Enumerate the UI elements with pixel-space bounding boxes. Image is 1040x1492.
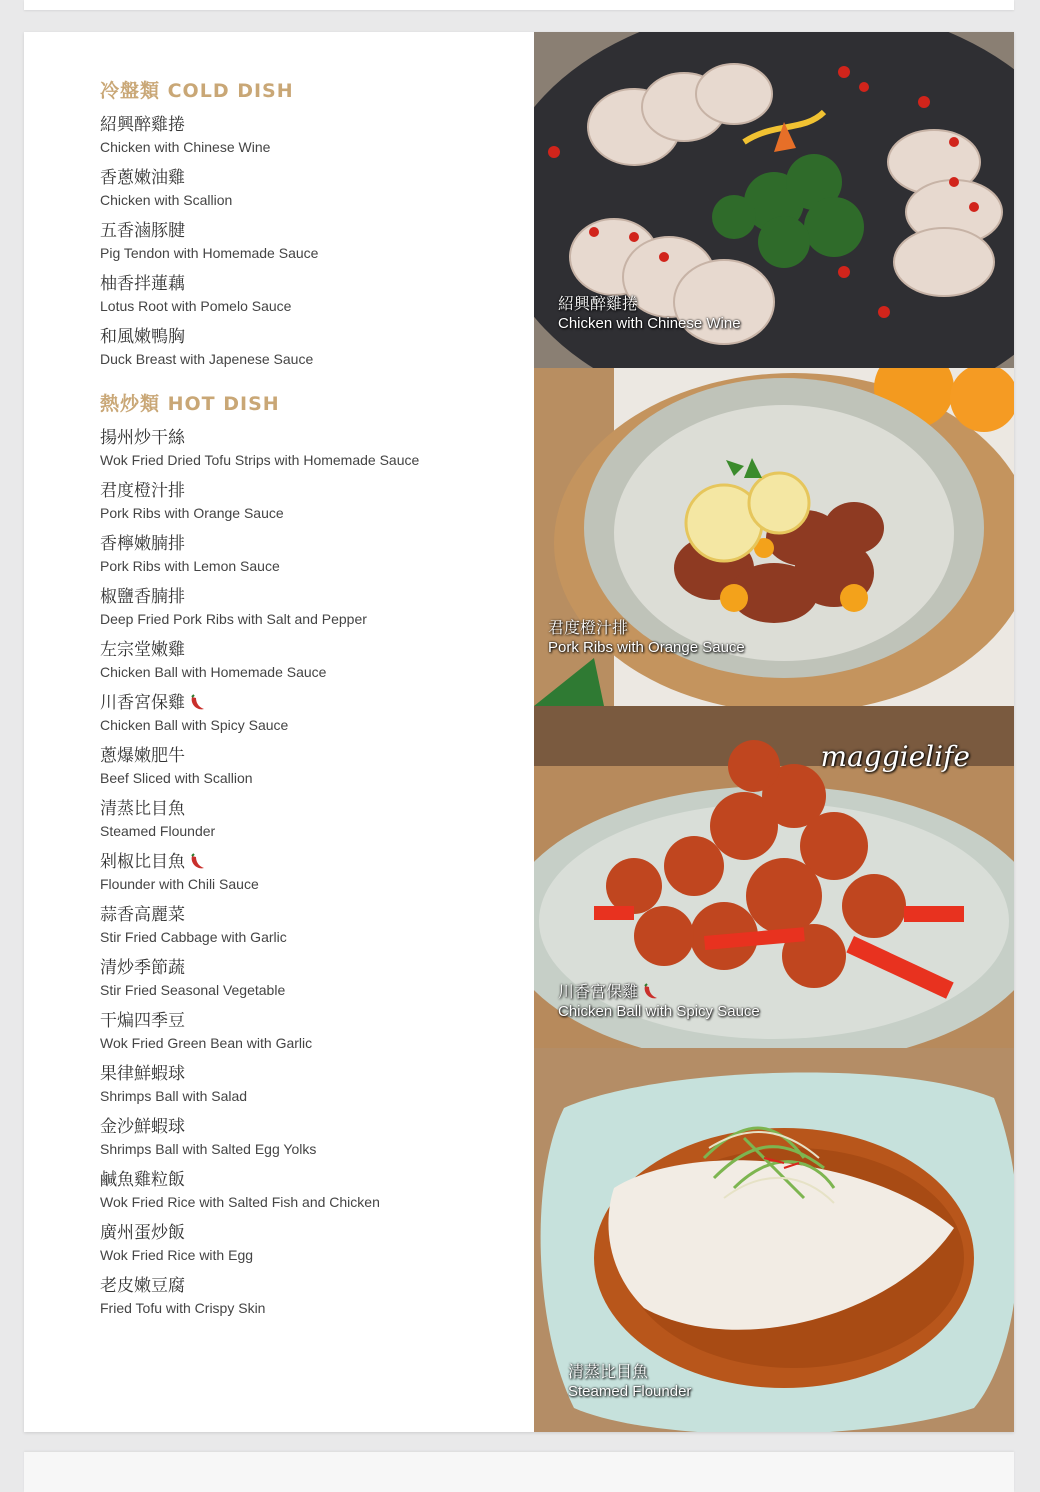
dish-name-chinese	[100, 1221, 530, 1245]
menu-item	[100, 1168, 530, 1212]
photo-drunken-chicken	[534, 32, 1014, 368]
menu-item	[100, 325, 530, 369]
dish-name-chinese-text: 清蒸比目魚	[100, 799, 185, 819]
dish-name-chinese	[100, 1009, 530, 1033]
photo-column	[534, 32, 1014, 1432]
menu-item	[100, 1115, 530, 1159]
dish-name-chinese-text: 君度橙汁排	[100, 481, 185, 501]
chili-pepper-icon	[188, 853, 206, 871]
caption-english: Steamed Flounder	[568, 1383, 692, 1400]
dish-name-english: Pig Tendon with Homemade Sauce	[100, 245, 319, 261]
dish-name-english: Shrimps Ball with Salted Egg Yolks	[100, 1141, 317, 1157]
dish-name-chinese-text: 川香宮保雞	[100, 693, 185, 713]
dish-name-english: Chicken Ball with Spicy Sauce	[100, 717, 289, 733]
dish-name-chinese	[100, 219, 530, 243]
menu-item	[100, 479, 530, 523]
dish-name-english: Beef Sliced with Scallion	[100, 770, 253, 786]
dish-name-english: Chicken Ball with Homemade Sauce	[100, 664, 327, 680]
dish-name-chinese-text: 干煸四季豆	[100, 1011, 185, 1031]
dish-name-chinese	[100, 532, 530, 556]
menu-item	[100, 585, 530, 629]
dish-name-chinese-text: 椒鹽香腩排	[100, 587, 185, 607]
menu-item	[100, 1221, 530, 1265]
dish-name-chinese-text: 蒜香高麗菜	[100, 905, 185, 925]
dish-name-chinese	[100, 691, 530, 715]
dish-name-english: Pork Ribs with Orange Sauce	[100, 505, 284, 521]
photo-kung-pao-chicken	[534, 706, 1014, 1048]
menu-item	[100, 638, 530, 682]
caption-chinese	[558, 982, 760, 1002]
dish-name-english: Fried Tofu with Crispy Skin	[100, 1300, 266, 1316]
section-title-cold: 冷盤類 COLD DISH	[100, 80, 294, 102]
caption-chinese: 君度橙汁排	[548, 618, 629, 637]
dish-name-english: Deep Fried Pork Ribs with Salt and Pepper	[100, 611, 367, 627]
menu-item	[100, 532, 530, 576]
chili-pepper-icon	[188, 694, 206, 712]
dish-name-english: Lotus Root with Pomelo Sauce	[100, 298, 292, 314]
dish-name-chinese	[100, 956, 530, 980]
dish-name-english: Shrimps Ball with Salad	[100, 1088, 248, 1104]
dish-name-chinese	[100, 903, 530, 927]
menu-item	[100, 1274, 530, 1318]
dish-name-chinese	[100, 1115, 530, 1139]
caption-english: Chicken with Chinese Wine	[558, 315, 741, 332]
chili-pepper-icon	[641, 983, 659, 1001]
dish-name-chinese-text: 左宗堂嫩雞	[100, 640, 185, 660]
dish-name-chinese	[100, 1168, 530, 1192]
menu-item	[100, 850, 530, 894]
caption-chinese: 紹興醉雞捲	[558, 294, 639, 313]
menu-item	[100, 903, 530, 947]
photo-steamed-flounder	[534, 1048, 1014, 1432]
menu-item	[100, 219, 530, 263]
dish-name-english: Steamed Flounder	[100, 823, 216, 839]
dish-name-chinese-text: 柚香拌蓮藕	[100, 274, 185, 294]
dish-name-chinese	[100, 272, 530, 296]
photo-orange-pork-ribs	[534, 368, 1014, 706]
dish-name-chinese-text: 和風嫩鴨胸	[100, 327, 185, 347]
caption-english: Chicken Ball with Spicy Sauce	[558, 1003, 760, 1020]
menu-page	[24, 32, 1014, 1432]
menu-item	[100, 1009, 530, 1053]
dish-name-chinese-text: 剁椒比目魚	[100, 852, 185, 872]
dish-name-chinese-text: 揚州炒干絲	[100, 428, 185, 448]
dish-name-chinese	[100, 638, 530, 662]
menu-item	[100, 113, 530, 157]
dish-name-chinese-text: 廣州蛋炒飯	[100, 1223, 185, 1243]
dish-name-chinese-text: 鹹魚雞粒飯	[100, 1170, 185, 1190]
dish-name-english: Wok Fried Rice with Egg	[100, 1247, 254, 1263]
dish-name-english: Chicken with Chinese Wine	[100, 139, 271, 155]
dish-name-chinese-text: 五香滷豚腱	[100, 221, 185, 241]
dish-name-chinese	[100, 1274, 530, 1298]
dish-name-chinese	[100, 744, 530, 768]
menu-item	[100, 744, 530, 788]
caption-chinese-text: 川香宮保雞	[558, 982, 639, 1001]
dish-name-chinese-text: 老皮嫩豆腐	[100, 1276, 185, 1296]
menu-item	[100, 797, 530, 841]
dish-name-chinese-text: 果律鮮蝦球	[100, 1064, 185, 1084]
menu-item	[100, 956, 530, 1000]
dish-name-english: Chicken with Scallion	[100, 192, 233, 208]
dish-name-english: Pork Ribs with Lemon Sauce	[100, 558, 280, 574]
menu-item	[100, 166, 530, 210]
dish-name-english: Stir Fried Seasonal Vegetable	[100, 982, 286, 998]
section-title-hot: 熱炒類 HOT DISH	[100, 393, 280, 415]
dish-name-chinese	[100, 426, 530, 450]
dish-name-chinese-text: 清炒季節蔬	[100, 958, 185, 978]
dish-name-chinese-text: 金沙鮮蝦球	[100, 1117, 185, 1137]
dish-name-english: Stir Fried Cabbage with Garlic	[100, 929, 287, 945]
menu-item	[100, 1062, 530, 1106]
previous-page-edge	[24, 0, 1014, 10]
hot-dish-list	[100, 426, 530, 1318]
dish-name-chinese-text: 紹興醉雞捲	[100, 115, 185, 135]
photo-caption	[558, 294, 741, 334]
photo-caption	[558, 982, 760, 1022]
menu-item	[100, 426, 530, 470]
dish-name-chinese-text: 香檸嫩腩排	[100, 534, 185, 554]
dish-name-chinese	[100, 1062, 530, 1086]
menu-item	[100, 691, 530, 735]
photo-caption	[548, 618, 745, 658]
dish-name-chinese-text: 香蔥嫩油雞	[100, 168, 185, 188]
next-page-edge	[24, 1452, 1014, 1492]
menu-text-column	[100, 76, 530, 1327]
dish-name-chinese	[100, 325, 530, 349]
dish-name-english: Wok Fried Green Bean with Garlic	[100, 1035, 313, 1051]
photo-caption	[568, 1362, 691, 1402]
dish-name-english: Wok Fried Dried Tofu Strips with Homemade Sauce	[100, 452, 420, 468]
dish-name-chinese	[100, 850, 530, 874]
dish-name-chinese	[100, 113, 530, 137]
dish-name-english: Wok Fried Rice with Salted Fish and Chicken	[100, 1194, 380, 1210]
caption-english: Pork Ribs with Orange Sauce	[548, 639, 745, 656]
caption-chinese: 清蒸比目魚	[568, 1362, 649, 1381]
dish-name-chinese	[100, 479, 530, 503]
dish-name-chinese	[100, 166, 530, 190]
dish-name-english: Flounder with Chili Sauce	[100, 876, 259, 892]
watermark: maggielife	[820, 740, 970, 773]
cold-dish-list	[100, 113, 530, 369]
dish-name-chinese-text: 蔥爆嫩肥牛	[100, 746, 185, 766]
dish-name-chinese	[100, 797, 530, 821]
menu-item	[100, 272, 530, 316]
dish-name-english: Duck Breast with Japenese Sauce	[100, 351, 314, 367]
dish-name-chinese	[100, 585, 530, 609]
